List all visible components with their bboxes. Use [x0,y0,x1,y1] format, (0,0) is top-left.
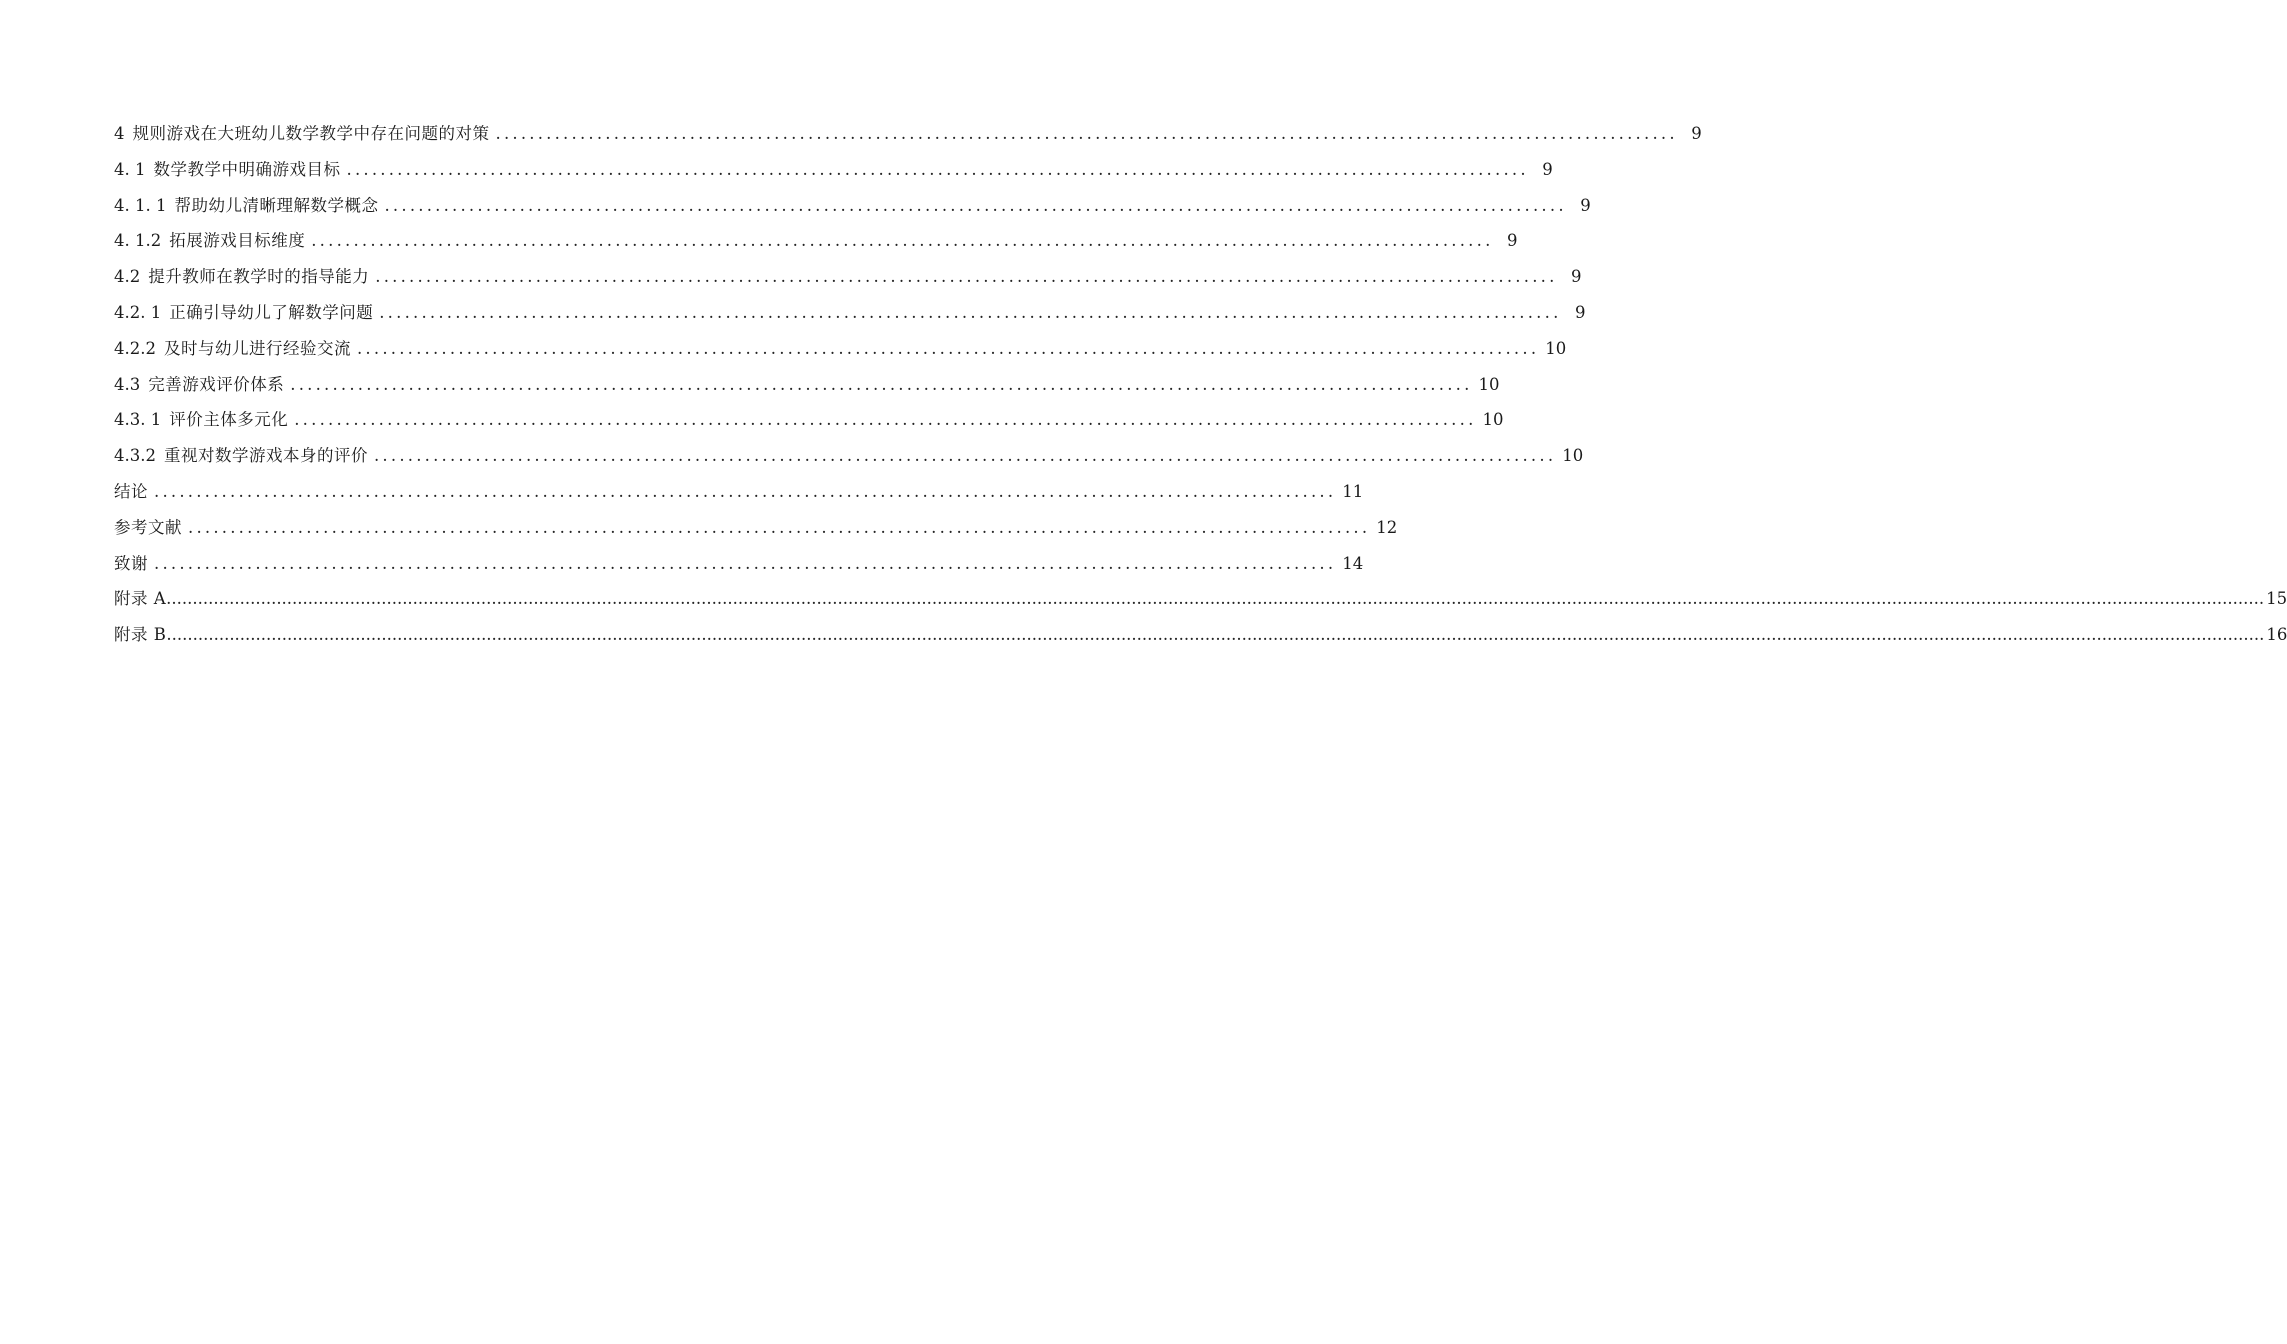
toc-entry[interactable] [114,331,1567,367]
toc-entry-title: 附录 B [114,625,167,645]
toc-dot-leader: ................................................................................................................................................................................................................................................................................................................................................................................................................ [166,625,2265,645]
toc-entry-title: 完善游戏评价体系 [148,374,285,394]
toc-entry-number: 4 [114,124,125,143]
toc-entry[interactable] [114,617,2287,653]
toc-entry-number: 4.2 [114,267,141,287]
toc-entry-page: 9 [1580,195,1591,215]
toc-entry[interactable] [114,188,1591,224]
toc-dot-leader: ............................................................................................................................................ [294,410,1477,430]
toc-entry-page: 16 [2266,625,2287,645]
toc-entry-page: 14 [1342,553,1364,573]
toc-entry-title: 结论 [114,481,148,501]
toc-entry-number: 4.2. 1 [114,302,162,322]
toc-entry[interactable] [114,116,1702,152]
toc-entry-number: 4. 1.2 [114,231,162,251]
toc-dot-leader: ............................................................................................................................................ [384,195,1567,215]
toc-entry-page: 10 [1562,446,1584,466]
toc-entry-title: 规则游戏在大班幼儿数学教学中存在问题的对策 [132,124,490,143]
toc-entry-page: 9 [1691,124,1702,143]
toc-entry-page: 10 [1478,374,1500,394]
toc-dot-leader: ............................................................................................................................................ [379,302,1562,322]
toc-dot-leader: ............................................................................................................................................ [346,159,1529,179]
toc-entry-title: 致谢 [114,553,148,573]
toc-entry-page: 12 [1376,517,1398,537]
toc-entry-number: 4. 1 [114,159,146,179]
toc-entry-title: 评价主体多元化 [169,410,289,430]
toc-entry-title: 附录 A [114,589,167,609]
toc-entry-number: 4.3.2 [114,446,156,466]
toc-entry[interactable] [114,510,1398,546]
toc-entry-title: 提升教师在教学时的指导能力 [148,267,370,287]
toc-entry-page: 15 [2266,589,2287,609]
toc-entry-page: 9 [1542,159,1553,179]
toc-dot-leader: ............................................................................................................................................ [154,553,1337,573]
toc-dot-leader: ............................................................................................................................................ [373,446,1557,466]
toc-dot-leader: ............................................................................................................................................ [495,124,1678,143]
toc-entry-title: 重视对数学游戏本身的评价 [163,446,368,466]
toc-entry-title: 及时与幼儿进行经验交流 [163,338,351,358]
toc-entry-title: 参考文献 [114,517,182,537]
toc-dot-leader: ............................................................................................................................................ [356,338,1540,358]
toc-dot-leader: ............................................................................................................................................ [311,231,1494,251]
toc-entry-number: 4. 1. 1 [114,195,167,215]
toc-entry-page: 9 [1575,302,1586,322]
toc-entry-title: 正确引导幼儿了解数学问题 [169,302,374,322]
toc-entry[interactable] [114,367,1500,403]
toc-entry-number: 4.3 [114,374,141,394]
toc-entry[interactable] [114,152,1553,188]
toc-entry-page: 10 [1545,338,1567,358]
toc-entry-page: 9 [1507,231,1518,251]
toc-entry-title: 拓展游戏目标维度 [169,231,306,251]
toc-entry-title: 帮助幼儿清晰理解数学概念 [174,195,379,215]
toc-entry[interactable] [114,402,1504,438]
toc-entry[interactable] [114,259,1582,295]
toc-entry-number: 4.2.2 [114,338,156,358]
toc-entry[interactable] [114,581,2287,617]
toc-dot-leader: ............................................................................................................................................ [154,481,1337,501]
toc-entry-page: 10 [1482,410,1504,430]
toc-dot-leader: ................................................................................................................................................................................................................................................................................................................................................................................................................ [166,589,2265,609]
toc-entry-page: 9 [1571,267,1582,287]
toc-entry[interactable] [114,438,1584,474]
toc-dot-leader: ............................................................................................................................................ [290,374,1473,394]
toc-entry-number: 4.3. 1 [114,410,162,430]
toc-dot-leader: ............................................................................................................................................ [188,517,1371,537]
toc-entry-title: 数学教学中明确游戏目标 [153,159,341,179]
toc-entry[interactable] [114,546,1364,582]
toc-dot-leader: ............................................................................................................................................ [375,267,1558,287]
toc-entry[interactable] [114,223,1518,259]
table-of-contents [114,116,2287,653]
toc-entry-page: 11 [1342,481,1364,501]
toc-entry[interactable] [114,474,1364,510]
toc-entry[interactable] [114,295,1586,331]
